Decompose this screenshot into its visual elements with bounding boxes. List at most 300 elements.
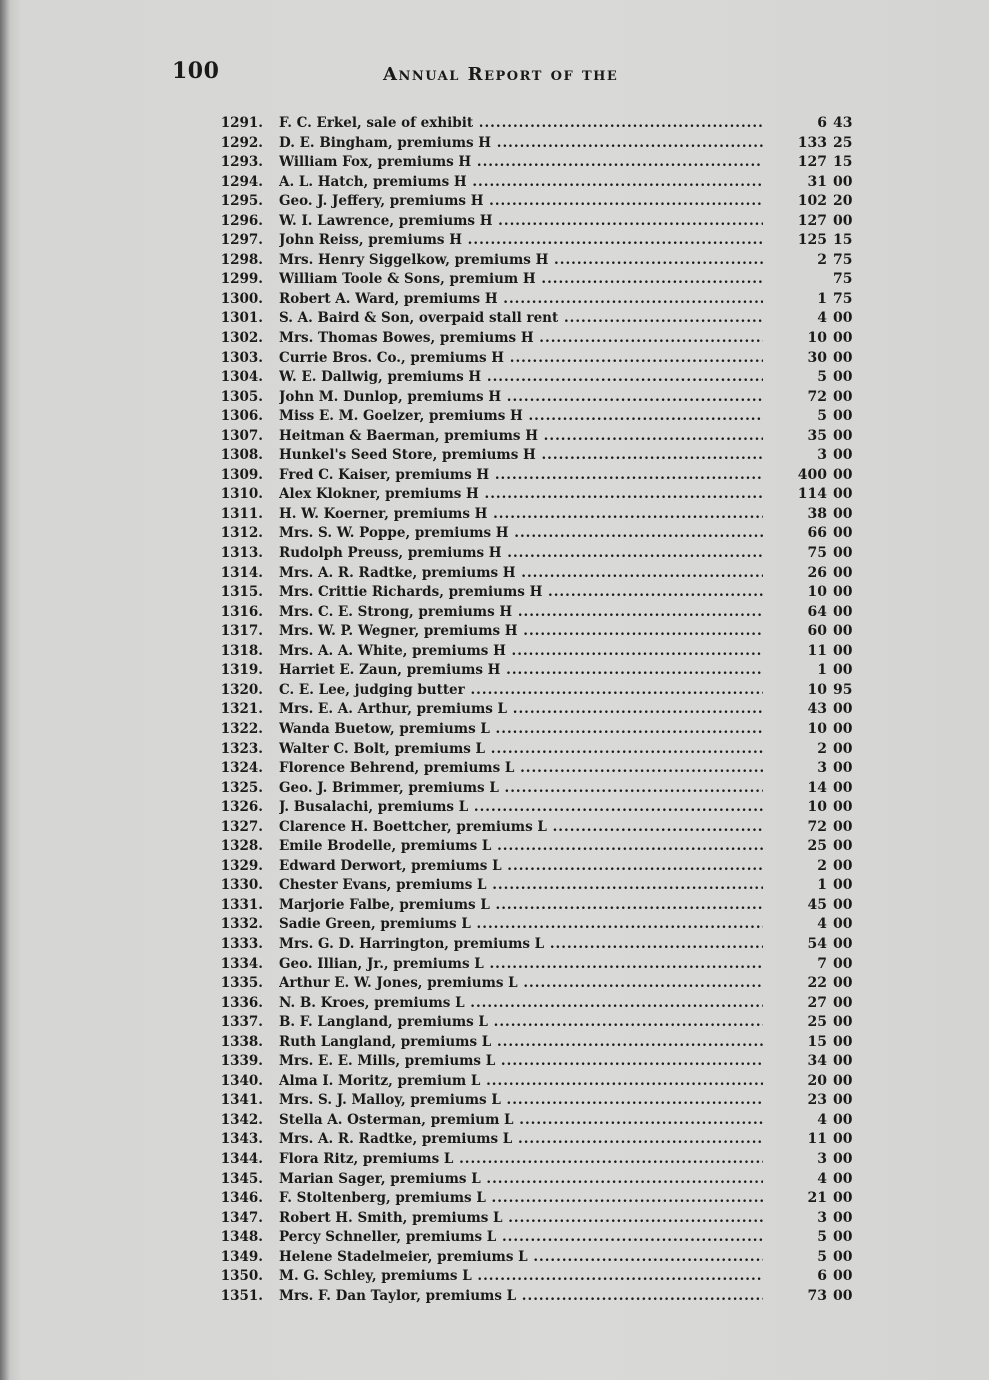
entry-cents: 15 xyxy=(833,232,853,249)
entry-cents: 00 xyxy=(833,1131,853,1148)
entry-dollars: 66 xyxy=(807,525,827,542)
entry-number: 1317. xyxy=(220,623,263,640)
entry-number: 1338. xyxy=(220,1033,263,1050)
ledger-row xyxy=(205,270,865,290)
entry-dollars: 3 xyxy=(817,447,827,464)
ledger-row xyxy=(205,798,865,818)
ledger-row xyxy=(205,1209,865,1229)
ledger-row xyxy=(205,857,865,877)
entry-dollars: 5 xyxy=(817,1229,827,1246)
ledger-row xyxy=(205,153,865,173)
entry-dollars: 14 xyxy=(807,779,827,796)
entry-description: John Reiss, premiums H ..... xyxy=(279,231,763,251)
entry-number: 1340. xyxy=(220,1072,263,1089)
ledger-row xyxy=(205,309,865,329)
entry-cents: 25 xyxy=(833,134,853,151)
running-head: Annual Report of the xyxy=(383,64,619,85)
entry-number: 1334. xyxy=(220,955,263,972)
ledger-row xyxy=(205,134,865,154)
entry-description: Mrs. F. Dan Taylor, premiums L ..... xyxy=(279,1287,763,1307)
entry-cents: 00 xyxy=(833,994,853,1011)
entry-number: 1300. xyxy=(220,290,263,307)
entry-number: 1306. xyxy=(220,408,263,425)
entry-dollars: 7 xyxy=(817,955,827,972)
entry-dollars: 35 xyxy=(807,427,827,444)
entry-number: 1308. xyxy=(220,447,263,464)
entry-cents: 00 xyxy=(833,1268,853,1285)
ledger-row xyxy=(205,818,865,838)
entry-cents: 00 xyxy=(833,1014,853,1031)
entry-dollars: 11 xyxy=(807,1131,827,1148)
entry-cents: 00 xyxy=(833,935,853,952)
entry-number: 1316. xyxy=(220,603,263,620)
entry-description: Alex Klokner, premiums H ..... xyxy=(279,485,763,505)
entry-dollars: 127 xyxy=(797,212,827,229)
entry-number: 1312. xyxy=(220,525,263,542)
entry-dollars: 20 xyxy=(807,1072,827,1089)
entry-number: 1331. xyxy=(220,896,263,913)
entry-number: 1298. xyxy=(220,251,263,268)
ledger-row xyxy=(205,173,865,193)
entry-number: 1313. xyxy=(220,545,263,562)
entry-cents: 00 xyxy=(833,603,853,620)
entry-cents: 00 xyxy=(833,1033,853,1050)
entry-description: Marjorie Falbe, premiums L ..... xyxy=(279,896,763,916)
entry-description: Harriet E. Zaun, premiums H ..... xyxy=(279,661,763,681)
entry-number: 1310. xyxy=(220,486,263,503)
entry-dollars: 4 xyxy=(817,1111,827,1128)
entry-description: Edward Derwort, premiums L ..... xyxy=(279,857,763,877)
entry-description: Mrs. A. R. Radtke, premiums L ..... xyxy=(279,1130,763,1150)
entry-cents: 00 xyxy=(833,720,853,737)
entry-description: Currie Bros. Co., premiums H ..... xyxy=(279,349,763,369)
entry-dollars: 1 xyxy=(817,290,827,307)
entry-number: 1326. xyxy=(220,799,263,816)
entry-description: Mrs. E. E. Mills, premiums L ..... xyxy=(279,1052,763,1072)
entry-description: Arthur E. W. Jones, premiums L ..... xyxy=(279,974,763,994)
entry-number: 1324. xyxy=(220,760,263,777)
entry-number: 1299. xyxy=(220,271,263,288)
entry-dollars: 25 xyxy=(807,838,827,855)
entry-dollars: 10 xyxy=(807,584,827,601)
entry-cents: 00 xyxy=(833,1072,853,1089)
entry-cents: 00 xyxy=(833,955,853,972)
entry-number: 1328. xyxy=(220,838,263,855)
entry-dollars: 133 xyxy=(797,134,827,151)
entry-description: F. C. Erkel, sale of exhibit ..... xyxy=(279,114,763,134)
entry-description: Chester Evans, premiums L ..... xyxy=(279,876,763,896)
ledger-row xyxy=(205,779,865,799)
entry-number: 1348. xyxy=(220,1229,263,1246)
entry-cents: 00 xyxy=(833,427,853,444)
entry-description: Rudolph Preuss, premiums H ..... xyxy=(279,544,763,564)
entry-number: 1320. xyxy=(220,681,263,698)
entry-description: Heitman & Baerman, premiums H ..... xyxy=(279,427,763,447)
entry-cents: 00 xyxy=(833,1150,853,1167)
ledger-row xyxy=(205,427,865,447)
ledger-row xyxy=(205,700,865,720)
entry-number: 1323. xyxy=(220,740,263,757)
entry-number: 1295. xyxy=(220,193,263,210)
entry-description: Flora Ritz, premiums L ..... xyxy=(279,1150,763,1170)
entry-cents: 00 xyxy=(833,857,853,874)
entry-cents: 00 xyxy=(833,1170,853,1187)
ledger-row xyxy=(205,192,865,212)
entry-dollars: 43 xyxy=(807,701,827,718)
entry-cents: 00 xyxy=(833,701,853,718)
entry-dollars: 4 xyxy=(817,916,827,933)
entry-dollars: 4 xyxy=(817,310,827,327)
entry-dollars: 25 xyxy=(807,1014,827,1031)
entry-description: Mrs. S. W. Poppe, premiums H ..... xyxy=(279,524,763,544)
entry-number: 1293. xyxy=(220,154,263,171)
entry-description: Stella A. Osterman, premium L ..... xyxy=(279,1111,763,1131)
entry-dollars: 10 xyxy=(807,681,827,698)
entry-cents: 00 xyxy=(833,1209,853,1226)
entry-cents: 00 xyxy=(833,505,853,522)
entry-cents: 95 xyxy=(833,681,853,698)
entry-cents: 00 xyxy=(833,662,853,679)
entry-dollars: 1 xyxy=(817,662,827,679)
entry-description: William Fox, premiums H ..... xyxy=(279,153,763,173)
entry-cents: 00 xyxy=(833,896,853,913)
ledger-row xyxy=(205,1170,865,1190)
entry-description: W. E. Dallwig, premiums H ..... xyxy=(279,368,763,388)
entry-cents: 00 xyxy=(833,760,853,777)
ledger-row xyxy=(205,231,865,251)
entry-dollars: 3 xyxy=(817,1150,827,1167)
ledger-row xyxy=(205,642,865,662)
entry-cents: 00 xyxy=(833,1190,853,1207)
entry-description: Geo. J. Brimmer, premiums L ..... xyxy=(279,779,763,799)
ledger-row xyxy=(205,1091,865,1111)
entry-dollars: 2 xyxy=(817,857,827,874)
entry-description: J. Busalachi, premiums L ..... xyxy=(279,798,763,818)
entry-cents: 00 xyxy=(833,545,853,562)
entry-number: 1329. xyxy=(220,857,263,874)
ledger-row xyxy=(205,622,865,642)
entry-dollars: 5 xyxy=(817,369,827,386)
entry-description: Wanda Buetow, premiums L ..... xyxy=(279,720,763,740)
entry-cents: 00 xyxy=(833,1092,853,1109)
ledger-row xyxy=(205,1052,865,1072)
entry-number: 1349. xyxy=(220,1248,263,1265)
entry-description: Geo. Illian, Jr., premiums L ..... xyxy=(279,955,763,975)
ledger-row xyxy=(205,290,865,310)
entry-description: Mrs. A. A. White, premiums H ..... xyxy=(279,642,763,662)
ledger-row xyxy=(205,1228,865,1248)
ledger-row xyxy=(205,935,865,955)
entry-description: Fred C. Kaiser, premiums H ..... xyxy=(279,466,763,486)
ledger-row xyxy=(205,896,865,916)
entry-cents: 00 xyxy=(833,486,853,503)
ledger-row xyxy=(205,1189,865,1209)
ledger-row xyxy=(205,994,865,1014)
entry-description: F. Stoltenberg, premiums L ..... xyxy=(279,1189,763,1209)
entry-cents: 00 xyxy=(833,447,853,464)
ledger-row xyxy=(205,1013,865,1033)
ledger-row xyxy=(205,388,865,408)
entry-dollars: 6 xyxy=(817,115,827,131)
entry-number: 1315. xyxy=(220,584,263,601)
entry-dollars: 26 xyxy=(807,564,827,581)
entry-dollars: 125 xyxy=(797,232,827,249)
ledger-row xyxy=(205,564,865,584)
ledger-row xyxy=(205,114,865,134)
entry-description: Mrs. W. P. Wegner, premiums H ..... xyxy=(279,622,763,642)
entry-cents: 00 xyxy=(833,1287,853,1304)
entry-number: 1345. xyxy=(220,1170,263,1187)
entry-cents: 00 xyxy=(833,1111,853,1128)
ledger-row xyxy=(205,505,865,525)
entry-dollars: 54 xyxy=(807,935,827,952)
entry-dollars: 2 xyxy=(817,251,827,268)
entry-dollars: 127 xyxy=(797,154,827,171)
ledger-row xyxy=(205,1033,865,1053)
entry-dollars: 23 xyxy=(807,1092,827,1109)
entry-description: W. I. Lawrence, premiums H ..... xyxy=(279,212,763,232)
entry-dollars: 4 xyxy=(817,1170,827,1187)
entry-cents: 00 xyxy=(833,740,853,757)
entry-cents: 00 xyxy=(833,642,853,659)
entry-description: D. E. Bingham, premiums H ..... xyxy=(279,134,763,154)
entry-cents: 00 xyxy=(833,584,853,601)
entry-number: 1294. xyxy=(220,173,263,190)
entry-cents: 00 xyxy=(833,779,853,796)
entry-dollars: 27 xyxy=(807,994,827,1011)
ledger-row xyxy=(205,876,865,896)
entry-description: Florence Behrend, premiums L ..... xyxy=(279,759,763,779)
ledger-row xyxy=(205,1267,865,1287)
entry-description: Mrs. E. A. Arthur, premiums L ..... xyxy=(279,700,763,720)
entry-cents: 00 xyxy=(833,369,853,386)
ledger-row xyxy=(205,1130,865,1150)
entry-cents: 75 xyxy=(833,251,853,268)
ledger-row xyxy=(205,955,865,975)
ledger-row xyxy=(205,485,865,505)
entry-description: Emile Brodelle, premiums L ..... xyxy=(279,837,763,857)
entry-description: Ruth Langland, premiums L ..... xyxy=(279,1033,763,1053)
entry-cents: 00 xyxy=(833,1248,853,1265)
ledger-row xyxy=(205,1111,865,1131)
entry-description: A. L. Hatch, premiums H ..... xyxy=(279,173,763,193)
entry-description: Mrs. Henry Siggelkow, premiums H ..... xyxy=(279,251,763,271)
entry-dollars: 31 xyxy=(807,173,827,190)
entry-description: Mrs. Crittie Richards, premiums H ..... xyxy=(279,583,763,603)
entry-dollars: 60 xyxy=(807,623,827,640)
entry-number: 1319. xyxy=(220,662,263,679)
ledger-row xyxy=(205,720,865,740)
entry-description: N. B. Kroes, premiums L ..... xyxy=(279,994,763,1014)
entry-number: 1321. xyxy=(220,701,263,718)
ledger-row xyxy=(205,544,865,564)
entry-description: Marian Sager, premiums L ..... xyxy=(279,1170,763,1190)
ledger-row xyxy=(205,1248,865,1268)
entry-number: 1303. xyxy=(220,349,263,366)
ledger-row xyxy=(205,466,865,486)
ledger-row xyxy=(205,329,865,349)
payment-ledger xyxy=(205,114,865,1306)
entry-dollars: 45 xyxy=(807,896,827,913)
entry-number: 1322. xyxy=(220,720,263,737)
entry-cents: 00 xyxy=(833,975,853,992)
entry-dollars: 30 xyxy=(807,349,827,366)
entry-number: 1346. xyxy=(220,1190,263,1207)
ledger-row xyxy=(205,212,865,232)
entry-cents: 00 xyxy=(833,310,853,327)
ledger-row xyxy=(205,368,865,388)
entry-number: 1344. xyxy=(220,1150,263,1167)
entry-description: C. E. Lee, judging butter ..... xyxy=(279,681,763,701)
ledger-row xyxy=(205,583,865,603)
entry-cents: 15 xyxy=(833,154,853,171)
entry-number: 1343. xyxy=(220,1131,263,1148)
entry-cents: 75 xyxy=(833,290,853,307)
entry-cents: 00 xyxy=(833,564,853,581)
entry-dollars: 10 xyxy=(807,330,827,347)
entry-cents: 00 xyxy=(833,525,853,542)
ledger-row xyxy=(205,251,865,271)
entry-number: 1311. xyxy=(220,505,263,522)
entry-description: Clarence H. Boettcher, premiums L ..... xyxy=(279,818,763,838)
entry-number: 1350. xyxy=(220,1268,263,1285)
entry-description: Alma I. Moritz, premium L ..... xyxy=(279,1072,763,1092)
entry-number: 1302. xyxy=(220,330,263,347)
entry-dollars: 38 xyxy=(807,505,827,522)
entry-description: Mrs. G. D. Harrington, premiums L ..... xyxy=(279,935,763,955)
entry-cents: 00 xyxy=(833,212,853,229)
entry-cents: 00 xyxy=(833,1053,853,1070)
entry-number: 1314. xyxy=(220,564,263,581)
entry-description: B. F. Langland, premiums L ..... xyxy=(279,1013,763,1033)
entry-cents: 00 xyxy=(833,349,853,366)
entry-number: 1337. xyxy=(220,1014,263,1031)
entry-dollars: 72 xyxy=(807,818,827,835)
entry-number: 1325. xyxy=(220,779,263,796)
entry-description: Walter C. Bolt, premiums L ..... xyxy=(279,740,763,760)
ledger-row xyxy=(205,915,865,935)
entry-dollars: 10 xyxy=(807,720,827,737)
entry-cents: 75 xyxy=(833,271,853,288)
entry-description: S. A. Baird & Son, overpaid stall rent ..... xyxy=(279,309,763,329)
entry-dollars: 34 xyxy=(807,1053,827,1070)
entry-description: Robert H. Smith, premiums L ..... xyxy=(279,1209,763,1229)
entry-number: 1347. xyxy=(220,1209,263,1226)
entry-dollars: 22 xyxy=(807,975,827,992)
ledger-row xyxy=(205,759,865,779)
entry-dollars: 400 xyxy=(797,466,827,483)
entry-dollars: 11 xyxy=(807,642,827,659)
entry-dollars: 3 xyxy=(817,1209,827,1226)
entry-cents: 00 xyxy=(833,877,853,894)
entry-dollars: 64 xyxy=(807,603,827,620)
entry-cents: 00 xyxy=(833,173,853,190)
entry-number: 1341. xyxy=(220,1092,263,1109)
entry-cents: 00 xyxy=(833,818,853,835)
entry-description: Geo. J. Jeffery, premiums H ..... xyxy=(279,192,763,212)
entry-description: M. G. Schley, premiums L ..... xyxy=(279,1267,763,1287)
entry-number: 1318. xyxy=(220,642,263,659)
entry-description: Miss E. M. Goelzer, premiums H ..... xyxy=(279,407,763,427)
entry-number: 1332. xyxy=(220,916,263,933)
entry-dollars: 102 xyxy=(797,193,827,210)
entry-cents: 00 xyxy=(833,916,853,933)
ledger-row xyxy=(205,837,865,857)
entry-description: Hunkel's Seed Store, premiums H ..... xyxy=(279,446,763,466)
entry-cents: 00 xyxy=(833,408,853,425)
entry-dollars: 10 xyxy=(807,799,827,816)
ledger-row xyxy=(205,524,865,544)
ledger-row xyxy=(205,1150,865,1170)
ledger-row xyxy=(205,681,865,701)
entry-number: 1309. xyxy=(220,466,263,483)
entry-dollars: 2 xyxy=(817,740,827,757)
entry-description: Mrs. S. J. Malloy, premiums L ..... xyxy=(279,1091,763,1111)
entry-number: 1335. xyxy=(220,975,263,992)
ledger-row xyxy=(205,974,865,994)
entry-dollars: 5 xyxy=(817,1248,827,1265)
entry-number: 1342. xyxy=(220,1111,263,1128)
ledger-row xyxy=(205,446,865,466)
entry-cents: 00 xyxy=(833,799,853,816)
ledger-row xyxy=(205,407,865,427)
entry-dollars: 72 xyxy=(807,388,827,405)
entry-description: Robert A. Ward, premiums H ..... xyxy=(279,290,763,310)
ledger-row xyxy=(205,661,865,681)
ledger-row xyxy=(205,603,865,623)
entry-number: 1304. xyxy=(220,369,263,386)
entry-number: 1339. xyxy=(220,1053,263,1070)
entry-number: 1291. xyxy=(220,115,263,131)
entry-description: Mrs. Thomas Bowes, premiums H ..... xyxy=(279,329,763,349)
entry-description: Mrs. A. R. Radtke, premiums H ..... xyxy=(279,564,763,584)
entry-number: 1292. xyxy=(220,134,263,151)
entry-number: 1330. xyxy=(220,877,263,894)
entry-cents: 00 xyxy=(833,330,853,347)
entry-description: Percy Schneller, premiums L ..... xyxy=(279,1228,763,1248)
entry-cents: 43 xyxy=(833,115,853,131)
entry-description: Helene Stadelmeier, premiums L ..... xyxy=(279,1248,763,1268)
entry-description: Sadie Green, premiums L ..... xyxy=(279,915,763,935)
entry-cents: 00 xyxy=(833,388,853,405)
page-number: 100 xyxy=(172,58,220,84)
entry-description: H. W. Koerner, premiums H ..... xyxy=(279,505,763,525)
entry-cents: 00 xyxy=(833,838,853,855)
entry-number: 1305. xyxy=(220,388,263,405)
entry-dollars: 1 xyxy=(817,877,827,894)
ledger-row xyxy=(205,740,865,760)
entry-cents: 00 xyxy=(833,466,853,483)
ledger-row xyxy=(205,1072,865,1092)
entry-number: 1351. xyxy=(220,1287,263,1304)
entry-dollars: 3 xyxy=(817,760,827,777)
entry-description: Mrs. C. E. Strong, premiums H ..... xyxy=(279,603,763,623)
entry-dollars: 114 xyxy=(797,486,827,503)
ledger-row xyxy=(205,349,865,369)
entry-description: John M. Dunlop, premiums H ..... xyxy=(279,388,763,408)
entry-cents: 00 xyxy=(833,1229,853,1246)
entry-number: 1336. xyxy=(220,994,263,1011)
entry-number: 1297. xyxy=(220,232,263,249)
entry-number: 1296. xyxy=(220,212,263,229)
entry-dollars: 5 xyxy=(817,408,827,425)
entry-description: William Toole & Sons, premium H ..... xyxy=(279,270,763,290)
entry-dollars: 75 xyxy=(807,545,827,562)
entry-number: 1301. xyxy=(220,310,263,327)
entry-number: 1327. xyxy=(220,818,263,835)
entry-dollars: 73 xyxy=(807,1287,827,1304)
entry-number: 1333. xyxy=(220,935,263,952)
